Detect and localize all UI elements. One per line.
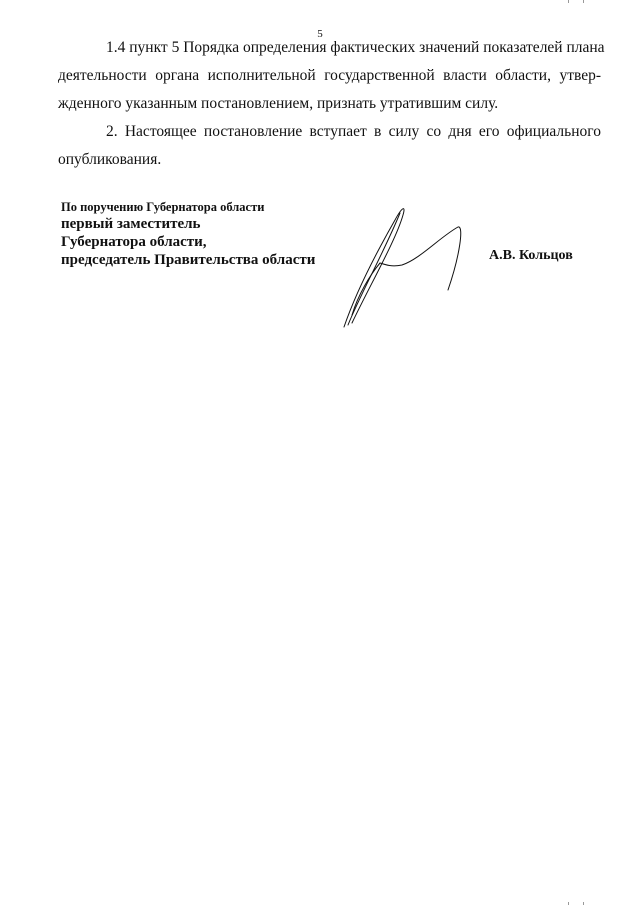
handwritten-signature-icon (330, 195, 480, 340)
paragraph-2 (58, 118, 601, 174)
paragraph-line: 2. Настоящее постановление вступает в силу со дня его официального (106, 123, 601, 140)
signer-name: А.В. Кольцов (489, 248, 573, 263)
signer-title-line-3: председатель Правительства области (61, 252, 316, 268)
bottom-corner-marks (540, 902, 640, 906)
by-order-label: По поручению Губернатора области (61, 200, 265, 214)
signer-title-line-2: Губернатора области, (61, 234, 207, 250)
paragraph-line: жденного указанным постановлением, признать утратившим силу. (58, 95, 499, 112)
paragraph-line: 1.4 пункт 5 Порядка определения фактических значений показателей плана (106, 39, 605, 56)
top-corner-marks (540, 0, 640, 4)
paragraph-1-4 (58, 34, 605, 118)
page-number: 5 (317, 28, 323, 40)
paragraph-line: опубликования. (58, 151, 162, 168)
paragraph-line: деятельности органа исполнительной государственной власти области, утвер- (58, 67, 601, 84)
signer-title-line-1: первый заместитель (61, 216, 201, 232)
signature-block (61, 199, 315, 269)
